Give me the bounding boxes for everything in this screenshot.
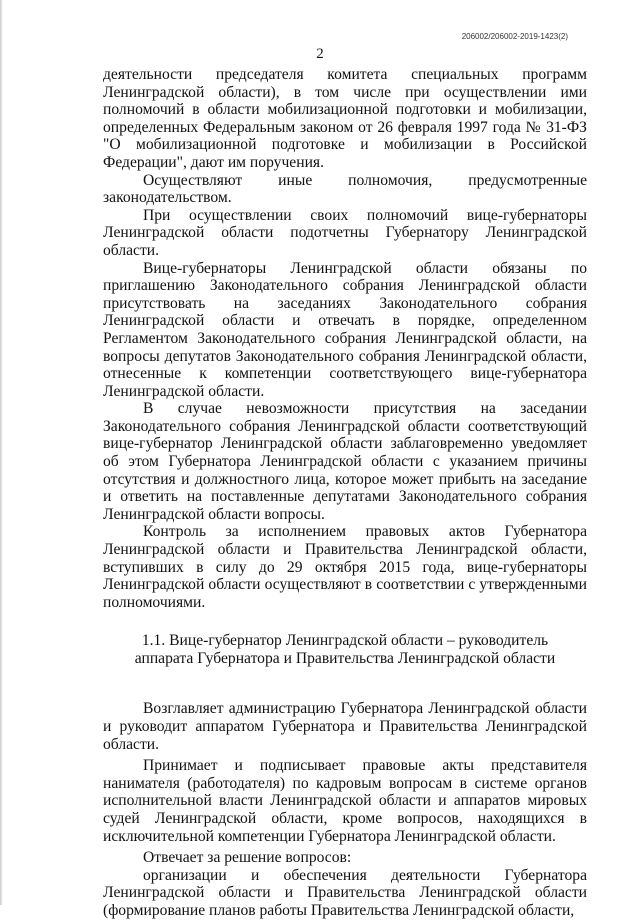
paragraph-control: Контроль за исполнением правовых актов Губернатора Ленинградской области и Правительства Ленинградской области, вступивших в силу до 29 октября 2015 года, вице-губернаторы Ленинградской области осуществляют в соответствии с утвержденными полномочиями. xyxy=(103,523,587,611)
paragraph-heads-administration: Возглавляет администрацию Губернатора Ленинградской области и руководит аппаратом Губернатора и Правительства Ленинградской области. xyxy=(103,700,587,753)
paragraph-attendance-duty: Вице-губернаторы Ленинградской области обязаны по приглашению Законодательного собрания Ленинградской области присутствовать на заседаниях Законодательного собрания Ленинградской области и отвечать в порядке, определенном Регламентом Законодательного собрания Ленинградской области, на вопросы депутатов Законодательного собрания Ленинградской области, отнесенные к компетенции соответствующего вице-губернатора Ленинградской области. xyxy=(103,259,587,400)
section-heading: 1.1. Вице-губернатор Ленинградской области – руководитель аппарата Губернатора и Правительства Ленинградской области xyxy=(134,632,556,668)
paragraph-personnel-acts: Принимает и подписывает правовые акты представителя нанимателя (работодателя) по кадровым вопросам в системе органов исполнительной власти Ленинградской области и аппаратов мировых судей Ленинградской области, кроме вопросов, находящихся в исключительной компетенции Губернатора Ленинградской области. xyxy=(103,757,587,845)
scan-edge-shadow xyxy=(0,0,3,905)
paragraph-continuation: деятельности председателя комитета специальных программ Ленинградской области), в том числе при осуществлении ими полномочий в области мобилизационной подготовки и мобилизации, определенных Федеральным законом от 26 февраля 1997 года № 31-ФЗ "О мобилизационной подготовке и мобилизации в Российской Федерации", дают им поручения. xyxy=(103,66,587,171)
paragraph-absence-notice: В случае невозможности присутствия на заседании Законодательного собрания Ленинградской области соответствующий вице-губернатор Ленинградской области заблаговременно уведомляет об этом Губернатора Ленинградской области с указанием причины отсутствия и должностного лица, которое может прибыть на заседание и ответить на поставленные депутатами Законодательного собрания Ленинградской области вопросы. xyxy=(103,400,587,523)
paragraph-other-powers: Осуществляют иные полномочия, предусмотренные законодательством. xyxy=(103,171,587,207)
paragraph-responsible-for: Отвечает за решение вопросов: xyxy=(143,849,352,867)
paragraph-accountability: При осуществлении своих полномочий вице-губернаторы Ленинградской области подотчетны Губернатору Ленинградской области. xyxy=(103,206,587,259)
document-body xyxy=(103,66,587,920)
document-id: 206002/206002-2019-1423(2) xyxy=(461,32,568,41)
list-item-organization: организации и обеспечения деятельности Губернатора Ленинградской области и Правительства Ленинградской области (формирование планов работы Правительства Ленинградской области, xyxy=(103,866,587,919)
page-number: 2 xyxy=(316,46,324,62)
